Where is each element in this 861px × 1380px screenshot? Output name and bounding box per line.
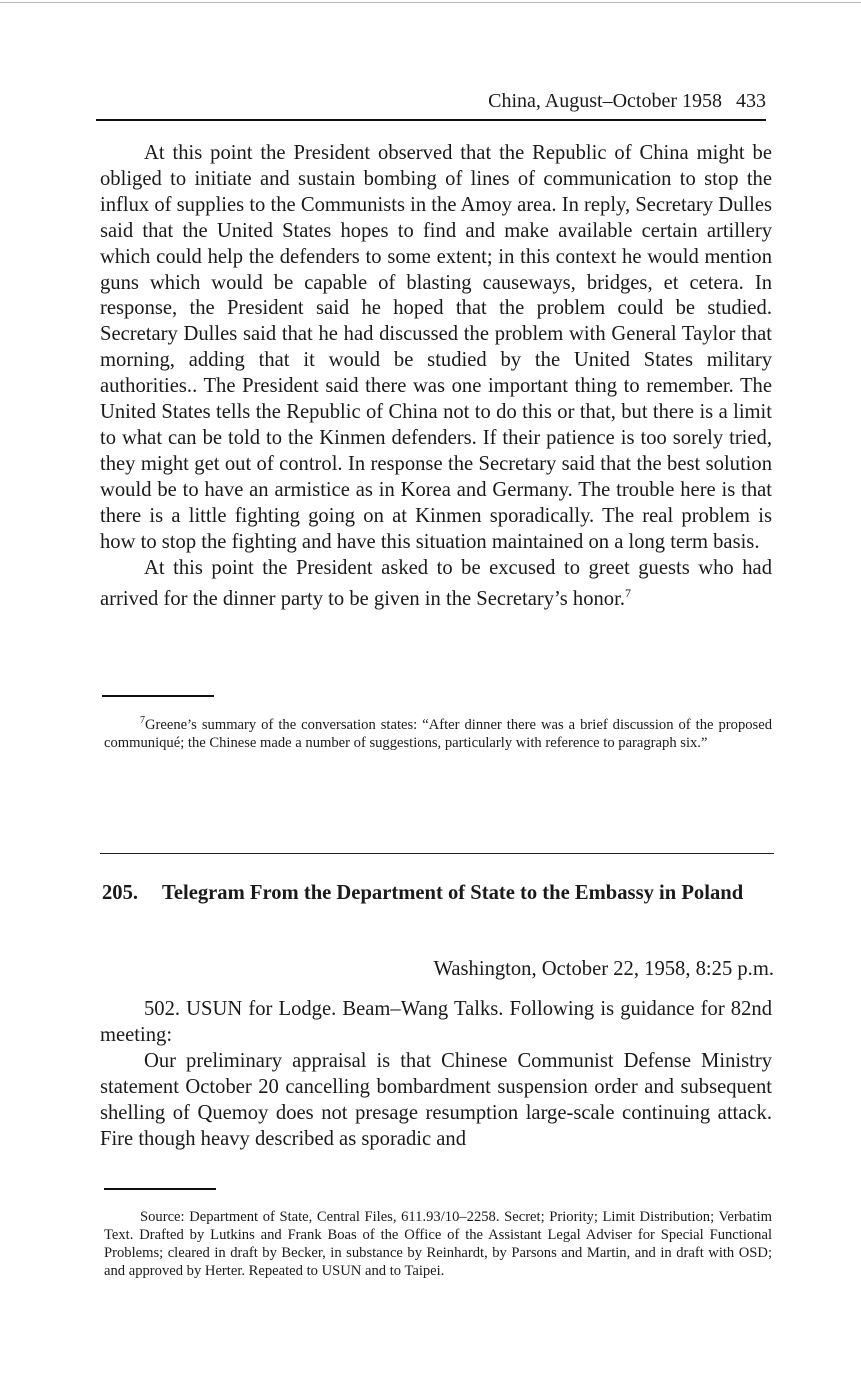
document-number: 205. [102,882,139,904]
paragraph: Our preliminary appraisal is that Chinese Communist Defense Ministry statement October 20 cancelling bombardment suspension order and subsequent shelling of Quemoy does not presage resumption large-scale continuing attack. Fire though heavy described as sporadic and [100,1049,772,1150]
footnote-7 [104,712,772,752]
source-note-rule [104,1188,216,1190]
dateline: Washington, October 22, 1958, 8:25 p.m. [433,958,774,980]
document-title: Telegram From the Department of State to the Embassy in Poland [162,882,744,904]
running-header [96,88,766,114]
footnote-rule [102,695,214,697]
source-note: Source: Department of State, Central Files, 611.93/10–2258. Secret; Priority; Limit Distribution; Verbatim Text. Drafted by Lutkins and Frank Boas of the Office of the Assistant Legal Adviser for Special Functional Problems; cleared in draft by Becker, in substance by Reinhardt, by Parsons and Martin, and in draft with OSD; and approved by Herter. Repeated to USUN and to Taipei. [104,1209,772,1279]
footnote-text: Greene’s summary of the conversation states: “After dinner there was a brief discussion of the proposed communiqué; the Chinese made a number of suggestions, particularly with reference to paragraph six.” [104,716,772,751]
footnote-marker: 7 [140,715,145,726]
footnote-ref: 7 [624,586,631,601]
page-number: 433 [736,90,766,112]
conversation-text [100,141,772,613]
paragraph: 502. USUN for Lodge. Beam–Wang Talks. Following is guidance for 82nd meeting: [100,998,772,1046]
header-rule [96,119,766,121]
paragraph [100,556,772,614]
paragraph: At this point the President observed that the Republic of China might be obliged to initiate and sustain bombing of lines of communication to stop the influx of supplies to the Communists in the Amoy area. In reply, Secretary Dulles said that the United States hopes to find and make available certain artillery which could help the defenders to some extent; in this context he would mention guns which would be capable of blasting causeways, bridges, et cetera. In response, the President said he hoped that the problem could be studied. Secretary Dulles said that he had discussed the problem with General Taylor that morning, adding that it would be studied by the United States military authorities.. The President said there was one important thing to remember. The United States tells the Republic of China not to do this or that, but there is a limit to what can be told to the Kinmen defenders. If their patience is too sorely tried, they might get out of control. In response the Secretary said that the best solution would be to have an armistice as in Korea and Germany. The trouble here is that there is a little fighting going on at Kinmen sporadically. The real problem is how to stop the fighting and have this situation maintained on a long term basis. [100,142,772,553]
telegram-text [100,997,772,1152]
document-separator [100,853,774,854]
paragraph-text: At this point the President asked to be excused to greet guests who had arrived for the dinner party to be given in the Secretary’s honor. [100,556,772,611]
scan-top-edge [0,2,861,3]
header-title: China, August–October 1958 [488,90,722,112]
